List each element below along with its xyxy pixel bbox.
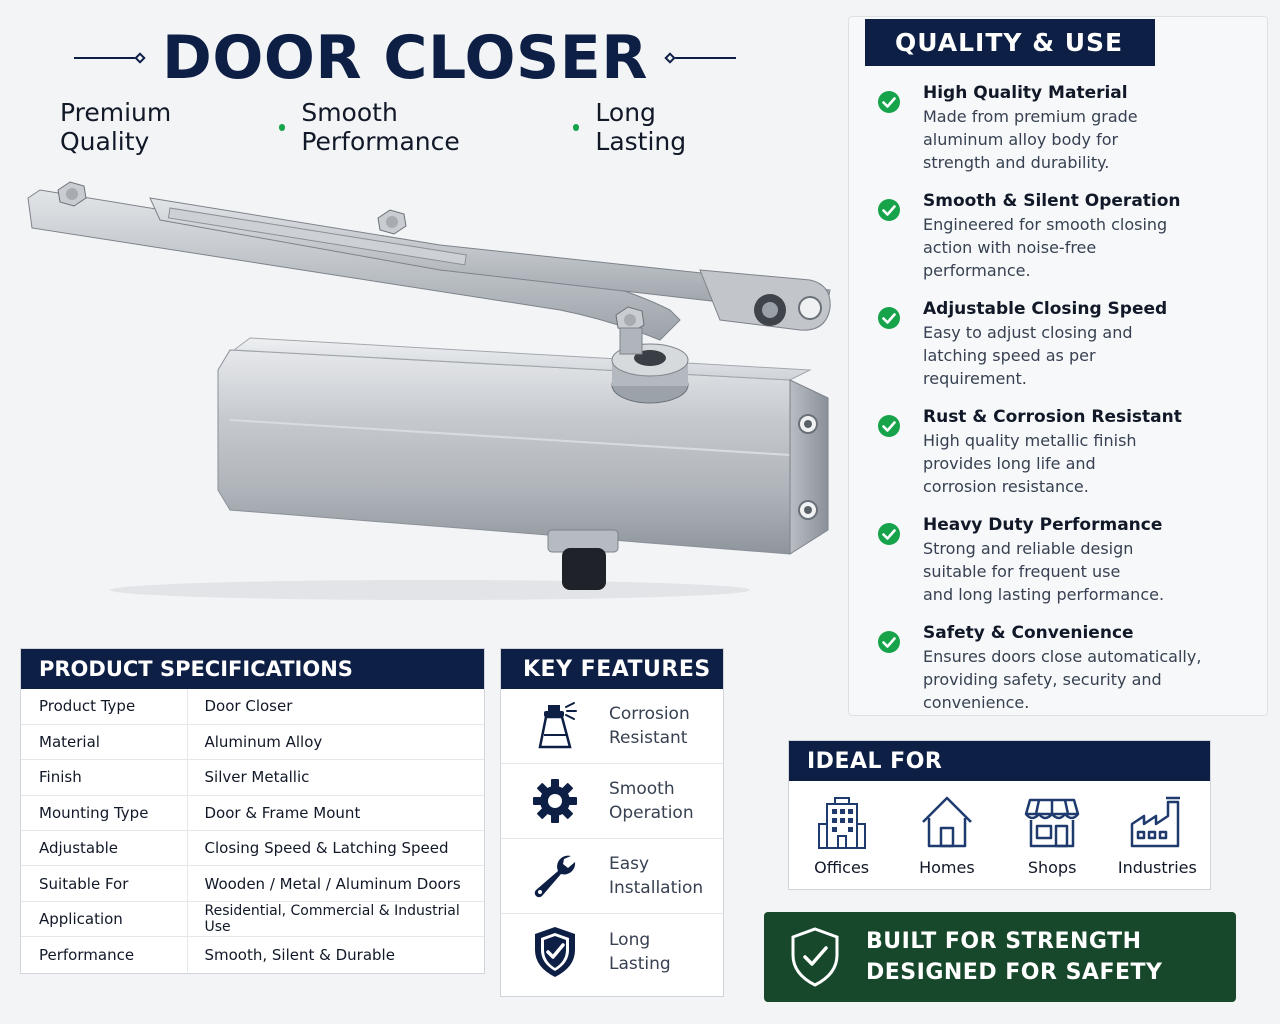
title-right-ornament bbox=[666, 54, 736, 62]
quality-item-line: Ensures doors close automatically, bbox=[923, 647, 1202, 666]
spec-value: Silver Metallic bbox=[187, 760, 484, 795]
quality-item-line: Strong and reliable design bbox=[923, 539, 1134, 558]
ideal-label: Shops bbox=[1027, 857, 1077, 877]
quality-item-line: provides long life and bbox=[923, 454, 1096, 473]
quality-item-line: providing safety, security and bbox=[923, 670, 1162, 689]
check-circle-icon bbox=[877, 90, 901, 114]
quality-list bbox=[877, 81, 1257, 729]
check-circle-icon bbox=[877, 414, 901, 438]
feature-label-line: Resistant bbox=[609, 728, 688, 748]
quality-item-line: action with noise-free bbox=[923, 238, 1097, 257]
feature-label-line: Installation bbox=[609, 878, 704, 898]
specifications-table bbox=[21, 689, 484, 972]
table-row bbox=[21, 760, 484, 795]
key-features bbox=[500, 648, 724, 997]
table-row bbox=[21, 937, 484, 972]
factory-icon bbox=[1128, 794, 1186, 850]
ideal-label: Offices bbox=[814, 857, 870, 877]
product-specifications bbox=[20, 648, 485, 974]
specifications-heading: PRODUCT SPECIFICATIONS bbox=[21, 649, 484, 689]
quality-item bbox=[877, 189, 1257, 282]
quality-item-line: performance. bbox=[923, 261, 1031, 280]
ideal-for bbox=[788, 740, 1211, 890]
spec-key: Product Type bbox=[21, 689, 187, 724]
title-block bbox=[60, 22, 750, 156]
shop-icon bbox=[1024, 794, 1080, 850]
quality-use-heading: QUALITY & USE bbox=[865, 19, 1155, 66]
quality-item-line: and long lasting performance. bbox=[923, 585, 1165, 604]
feature-label-line: Operation bbox=[609, 803, 694, 823]
quality-item bbox=[877, 513, 1257, 606]
quality-item bbox=[877, 297, 1257, 390]
feature-label-line: Lasting bbox=[609, 953, 671, 974]
feature-label-line: Corrosion bbox=[609, 704, 690, 724]
spec-key: Application bbox=[21, 901, 187, 936]
shield-check-icon bbox=[532, 925, 578, 979]
quality-item-line: Made from premium grade bbox=[923, 107, 1138, 126]
quality-item-title: Safety & Convenience bbox=[923, 623, 1134, 643]
door-closer-illustration bbox=[20, 170, 840, 610]
feature-item bbox=[501, 914, 723, 989]
spec-value: Door & Frame Mount bbox=[187, 795, 484, 830]
bullet-dot bbox=[279, 124, 286, 131]
table-row bbox=[21, 866, 484, 901]
quality-item-title: Rust & Corrosion Resistant bbox=[923, 407, 1182, 427]
wrench-icon bbox=[531, 852, 579, 900]
quality-item-title: High Quality Material bbox=[923, 83, 1128, 103]
feature-label-line: Smooth bbox=[609, 779, 675, 799]
table-row bbox=[21, 831, 484, 866]
quality-item-line: Engineered for smooth closing bbox=[923, 215, 1168, 234]
tagline bbox=[60, 98, 750, 156]
quality-item-title: Smooth & Silent Operation bbox=[923, 191, 1181, 211]
ideal-label: Industries bbox=[1117, 857, 1197, 877]
spec-key: Material bbox=[21, 724, 187, 759]
spec-value: Residential, Commercial & Industrial Use bbox=[187, 901, 484, 936]
spec-key: Suitable For bbox=[21, 866, 187, 901]
quality-item-line: High quality metallic finish bbox=[923, 431, 1137, 450]
gear-icon bbox=[531, 777, 579, 825]
feature-label-line: Long bbox=[609, 929, 651, 950]
ideal-item bbox=[1105, 781, 1210, 889]
quality-item-line: requirement. bbox=[923, 369, 1027, 388]
check-circle-icon bbox=[877, 522, 901, 546]
spec-value: Wooden / Metal / Aluminum Doors bbox=[187, 866, 484, 901]
spec-value: Aluminum Alloy bbox=[187, 724, 484, 759]
ideal-for-heading: IDEAL FOR bbox=[789, 741, 1210, 781]
page-title: DOOR CLOSER bbox=[162, 23, 648, 93]
quality-item-line: aluminum alloy body for bbox=[923, 130, 1119, 149]
quality-item-line: Easy to adjust closing and bbox=[923, 323, 1133, 342]
title-left-ornament bbox=[74, 54, 144, 62]
spec-key: Adjustable bbox=[21, 831, 187, 866]
quality-item bbox=[877, 621, 1257, 714]
feature-item bbox=[501, 764, 723, 839]
ideal-item bbox=[789, 781, 894, 889]
quality-item-title: Adjustable Closing Speed bbox=[923, 299, 1168, 319]
ideal-item bbox=[1000, 781, 1105, 889]
quality-item-line: latching speed as per bbox=[923, 346, 1096, 365]
ideal-label: Homes bbox=[919, 857, 975, 877]
banner-line: BUILT FOR STRENGTH bbox=[866, 929, 1142, 954]
bullet-dot bbox=[573, 124, 580, 131]
spec-key: Finish bbox=[21, 760, 187, 795]
table-row bbox=[21, 795, 484, 830]
key-features-heading: KEY FEATURES bbox=[501, 649, 723, 689]
feature-item bbox=[501, 689, 723, 764]
quality-item-title: Heavy Duty Performance bbox=[923, 515, 1163, 535]
spec-key: Performance bbox=[21, 937, 187, 972]
door-closer-image bbox=[20, 170, 840, 610]
home-icon bbox=[919, 794, 975, 850]
shield-check-icon bbox=[789, 926, 841, 988]
quality-item bbox=[877, 405, 1257, 498]
spec-value: Door Closer bbox=[187, 689, 484, 724]
quality-use-panel bbox=[848, 16, 1268, 716]
feature-label-line: Easy bbox=[609, 854, 650, 874]
check-circle-icon bbox=[877, 306, 901, 330]
banner-line: DESIGNED FOR SAFETY bbox=[866, 960, 1163, 985]
quality-item-line: strength and durability. bbox=[923, 153, 1110, 172]
quality-item-line: convenience. bbox=[923, 693, 1030, 712]
table-row bbox=[21, 689, 484, 724]
check-circle-icon bbox=[877, 198, 901, 222]
tagline-item: Premium Quality bbox=[60, 98, 172, 156]
spec-key: Mounting Type bbox=[21, 795, 187, 830]
tagline-item: Long Lasting bbox=[595, 98, 687, 156]
table-row bbox=[21, 901, 484, 936]
feature-item bbox=[501, 839, 723, 914]
strength-safety-banner bbox=[764, 912, 1236, 1002]
table-row bbox=[21, 724, 484, 759]
quality-item bbox=[877, 81, 1257, 174]
ideal-item bbox=[894, 781, 999, 889]
quality-item-line: corrosion resistance. bbox=[923, 477, 1089, 496]
office-building-icon bbox=[815, 794, 869, 850]
spray-icon bbox=[532, 701, 578, 751]
check-circle-icon bbox=[877, 630, 901, 654]
spec-value: Smooth, Silent & Durable bbox=[204, 945, 395, 964]
tagline-item: Smooth Performance bbox=[301, 98, 460, 156]
spec-value: Closing Speed & Latching Speed bbox=[187, 831, 484, 866]
quality-item-line: suitable for frequent use bbox=[923, 562, 1121, 581]
